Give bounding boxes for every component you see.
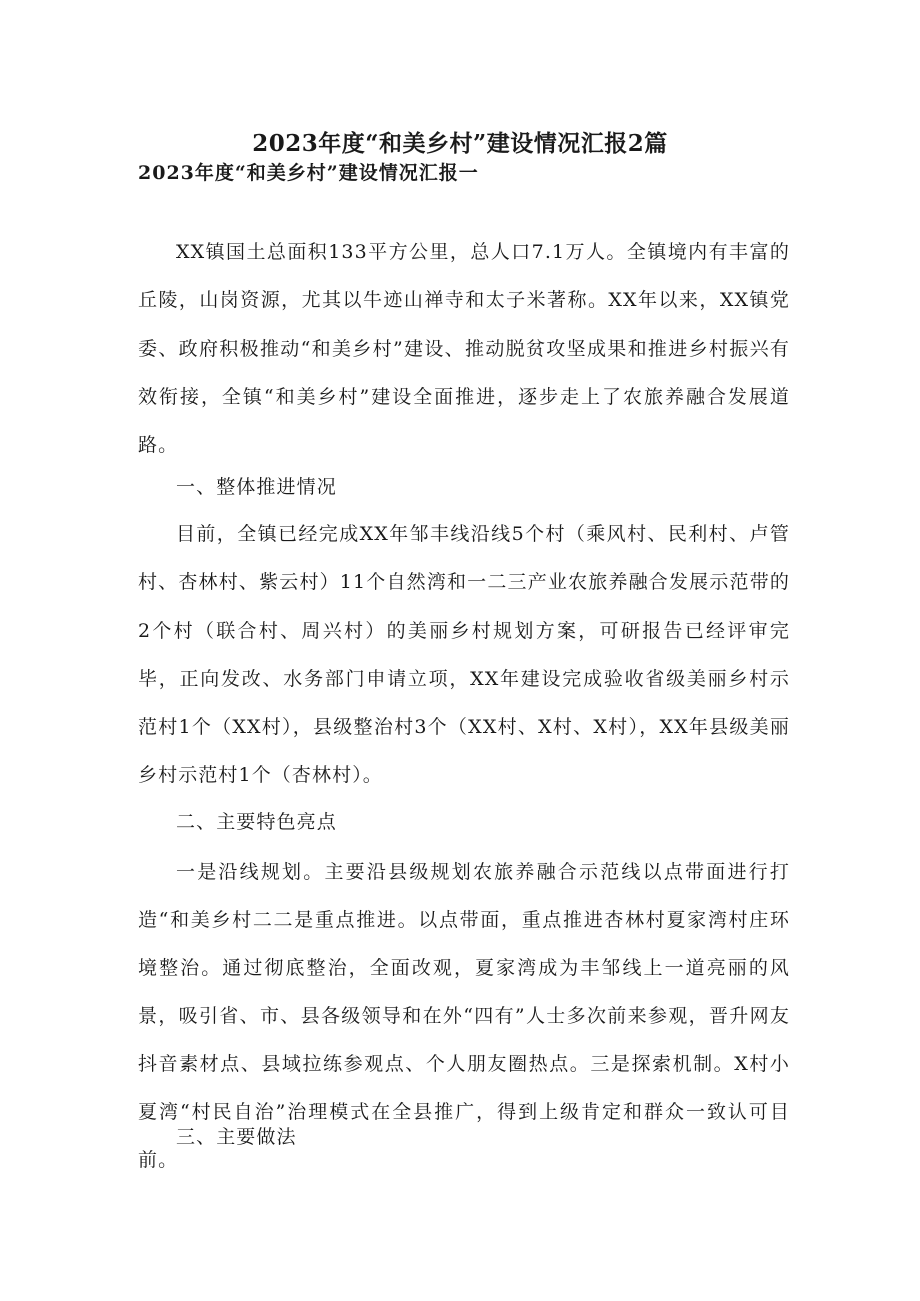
section1-body: 目前，全镇已经完成XX年邹丰线沿线5个村（乘风村、民利村、卢管村、杏林村、紫云村）11个自然湾和一二三产业农旅养融合发展示范带的2个村（联合村、周兴村）的美丽乡村规划方案，可研报告已经评审完毕，正向发改、水务部门申请立项，XX年建设完成验收省级美丽乡村示范村1个（XX村），县级整治村3个（XX村、X村、X村），XX年县级美丽乡村示范村1个（杏林村）。 [138, 523, 790, 787]
intro-paragraph: XX镇国土总面积133平方公里，总人口7.1万人。全镇境内有丰富的丘陵，山岗资源，尤其以牛迹山禅寺和太子米著称。XX年以来，XX镇党委、政府积极推动“和美乡村”建设、推动脱贫攻坚成果和推进乡村振兴有效衔接，全镇“和美乡村”建设全面推进，逐步走上了农旅养融合发展道路。 [138, 241, 790, 457]
section2-body: 一是沿线规划。主要沿县级规划农旅养融合示范线以点带面进行打造“和美乡村二二是重点推进。以点带面，重点推进杏林村夏家湾村庄环境整治。通过彻底整治，全面改观，夏家湾成为丰邹线上一道亮丽的风景，吸引省、市、县各级领导和在外“四有”人士多次前来参观，晋升网友抖音素材点、县域拉练参观点、个人朋友圈热点。三是探索机制。X村小夏湾“村民自治”治理模式在全县推广，得到上级肯定和群众一致认可目前。 [138, 861, 790, 1171]
intro-paragraph-block [138, 228, 790, 471]
document-subtitle: 2023年度“和美乡村”建设情况汇报一 [138, 162, 479, 184]
section3-heading-block [138, 1113, 790, 1161]
section1-heading-block [138, 463, 790, 511]
section2-heading-block [138, 798, 790, 846]
section1-heading: 一、整体推进情况 [176, 476, 337, 498]
document-title: 2023年度“和美乡村”建设情况汇报2篇 [252, 130, 668, 157]
section1-body-block [138, 510, 790, 800]
section2-heading: 二、主要特色亮点 [176, 811, 337, 833]
section2-body-block [138, 848, 790, 1171]
section3-heading: 三、主要做法 [176, 1126, 297, 1148]
